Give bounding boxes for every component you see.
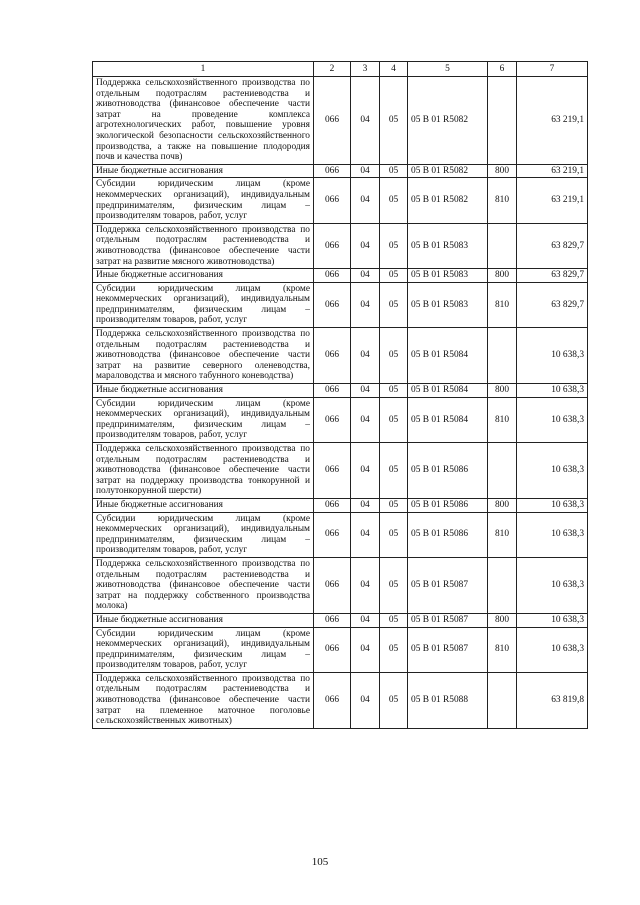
- row-rz-cell: 04: [351, 557, 380, 613]
- row-name-cell: Субсидии юридическим лицам (кроме некоммерческих организаций), индивидуальным предпринимателям, физическим лицам – производителям товаров, работ, услуг: [93, 512, 314, 557]
- row-ved-cell: 066: [314, 397, 351, 442]
- row-rz-cell: 04: [351, 178, 380, 223]
- row-ved-cell: 066: [314, 557, 351, 613]
- row-name-cell: Поддержка сельскохозяйственного производства по отдельным подотраслям растениеводства и животноводства (финансовое обеспечение части затрат на поддержку собственного производства молока): [93, 557, 314, 613]
- row-ved-cell: 066: [314, 672, 351, 728]
- table-body: [93, 77, 588, 729]
- header-col-1: 1: [93, 62, 314, 77]
- row-name-cell: Иные бюджетные ассигнования: [93, 384, 314, 398]
- row-csr-cell: 05 В 01 R5087: [408, 627, 488, 672]
- row-vr-cell: [488, 77, 517, 165]
- row-name-cell: Субсидии юридическим лицам (кроме некоммерческих организаций), индивидуальным предпринимателям, физическим лицам – производителям товаров, работ, услуг: [93, 282, 314, 327]
- row-name-cell: Субсидии юридическим лицам (кроме некоммерческих организаций), индивидуальным предпринимателям, физическим лицам – производителям товаров, работ, услуг: [93, 178, 314, 223]
- row-sum-cell: 63 219,1: [517, 178, 588, 223]
- table-row: [93, 269, 588, 283]
- row-rz-cell: 04: [351, 164, 380, 178]
- row-csr-cell: 05 В 01 R5084: [408, 397, 488, 442]
- row-vr-cell: 810: [488, 512, 517, 557]
- row-vr-cell: 810: [488, 282, 517, 327]
- row-pr-cell: 05: [380, 512, 408, 557]
- row-pr-cell: 05: [380, 397, 408, 442]
- row-ved-cell: 066: [314, 178, 351, 223]
- row-vr-cell: [488, 443, 517, 499]
- row-vr-cell: 800: [488, 498, 517, 512]
- row-ved-cell: 066: [314, 443, 351, 499]
- row-pr-cell: 05: [380, 613, 408, 627]
- row-vr-cell: 810: [488, 178, 517, 223]
- row-vr-cell: 810: [488, 627, 517, 672]
- row-csr-cell: 05 В 01 R5084: [408, 328, 488, 384]
- row-csr-cell: 05 В 01 R5086: [408, 512, 488, 557]
- row-ved-cell: 066: [314, 269, 351, 283]
- table-row: [93, 164, 588, 178]
- table-row: [93, 498, 588, 512]
- table-row: [93, 328, 588, 384]
- row-sum-cell: 10 638,3: [517, 627, 588, 672]
- row-csr-cell: 05 В 01 R5088: [408, 672, 488, 728]
- row-name-cell: Иные бюджетные ассигнования: [93, 498, 314, 512]
- row-rz-cell: 04: [351, 397, 380, 442]
- row-rz-cell: 04: [351, 627, 380, 672]
- row-pr-cell: 05: [380, 164, 408, 178]
- row-name-cell: Поддержка сельскохозяйственного производства по отдельным подотраслям растениеводства и животноводства (финансовое обеспечение части затрат на развитие мясного животноводства): [93, 223, 314, 268]
- row-vr-cell: 800: [488, 164, 517, 178]
- row-sum-cell: 63 829,7: [517, 223, 588, 268]
- row-vr-cell: 800: [488, 269, 517, 283]
- row-sum-cell: 63 819,8: [517, 672, 588, 728]
- row-pr-cell: 05: [380, 627, 408, 672]
- row-ved-cell: 066: [314, 282, 351, 327]
- row-name-cell: Поддержка сельскохозяйственного производства по отдельным подотраслям растениеводства и животноводства (финансовое обеспечение части затрат на племенное маточное поголовье сельскохозяйственных животных): [93, 672, 314, 728]
- row-pr-cell: 05: [380, 672, 408, 728]
- row-vr-cell: [488, 672, 517, 728]
- row-pr-cell: 05: [380, 443, 408, 499]
- row-rz-cell: 04: [351, 443, 380, 499]
- header-col-2: 2: [314, 62, 351, 77]
- row-rz-cell: 04: [351, 269, 380, 283]
- header-col-5: 5: [408, 62, 488, 77]
- row-pr-cell: 05: [380, 498, 408, 512]
- row-pr-cell: 05: [380, 223, 408, 268]
- table-header-row: [93, 62, 588, 77]
- row-sum-cell: 10 638,3: [517, 384, 588, 398]
- row-csr-cell: 05 В 01 R5086: [408, 498, 488, 512]
- row-name-cell: Поддержка сельскохозяйственного производства по отдельным подотраслям растениеводства и животноводства (финансовое обеспечение части затрат на поддержку производства тонкорунной и полутонкорунной шерсти): [93, 443, 314, 499]
- row-csr-cell: 05 В 01 R5087: [408, 613, 488, 627]
- page-number: 105: [311, 856, 329, 868]
- row-rz-cell: 04: [351, 613, 380, 627]
- row-name-cell: Поддержка сельскохозяйственного производства по отдельным подотраслям растениеводства и животноводства (финансовое обеспечение части затрат на развитие северного оленеводства, мараловодства и мясного табунного коневодства): [93, 328, 314, 384]
- row-vr-cell: 800: [488, 384, 517, 398]
- row-sum-cell: 63 219,1: [517, 77, 588, 165]
- table-row: [93, 627, 588, 672]
- row-pr-cell: 05: [380, 557, 408, 613]
- row-name-cell: Субсидии юридическим лицам (кроме некоммерческих организаций), индивидуальным предпринимателям, физическим лицам – производителям товаров, работ, услуг: [93, 397, 314, 442]
- row-name-cell: Иные бюджетные ассигнования: [93, 613, 314, 627]
- table-row: [93, 613, 588, 627]
- row-sum-cell: 63 829,7: [517, 282, 588, 327]
- row-sum-cell: 63 829,7: [517, 269, 588, 283]
- row-csr-cell: 05 В 01 R5086: [408, 443, 488, 499]
- row-sum-cell: 10 638,3: [517, 512, 588, 557]
- row-sum-cell: 10 638,3: [517, 613, 588, 627]
- row-rz-cell: 04: [351, 223, 380, 268]
- table-row: [93, 443, 588, 499]
- row-vr-cell: [488, 328, 517, 384]
- row-name-cell: Иные бюджетные ассигнования: [93, 164, 314, 178]
- row-rz-cell: 04: [351, 672, 380, 728]
- budget-table: [92, 61, 588, 729]
- row-pr-cell: 05: [380, 282, 408, 327]
- row-vr-cell: 800: [488, 613, 517, 627]
- row-csr-cell: 05 В 01 R5083: [408, 223, 488, 268]
- row-name-cell: Поддержка сельскохозяйственного производства по отдельным подотраслям растениеводства и животноводства (финансовое обеспечение части затрат на проведение комплекса агротехнологических работ, повышение уровня экологической безопасности сельскохозяйственного производства, а также на повышение плодородия почв и качества почв): [93, 77, 314, 165]
- row-ved-cell: 066: [314, 512, 351, 557]
- table-row: [93, 384, 588, 398]
- row-pr-cell: 05: [380, 269, 408, 283]
- table-row: [93, 557, 588, 613]
- row-name-cell: Иные бюджетные ассигнования: [93, 269, 314, 283]
- row-sum-cell: 63 219,1: [517, 164, 588, 178]
- row-csr-cell: 05 В 01 R5082: [408, 178, 488, 223]
- row-rz-cell: 04: [351, 498, 380, 512]
- table-row: [93, 282, 588, 327]
- row-ved-cell: 066: [314, 498, 351, 512]
- row-sum-cell: 10 638,3: [517, 443, 588, 499]
- row-rz-cell: 04: [351, 77, 380, 165]
- row-csr-cell: 05 В 01 R5082: [408, 164, 488, 178]
- row-ved-cell: 066: [314, 77, 351, 165]
- row-rz-cell: 04: [351, 328, 380, 384]
- row-vr-cell: [488, 557, 517, 613]
- row-ved-cell: 066: [314, 223, 351, 268]
- row-rz-cell: 04: [351, 384, 380, 398]
- row-csr-cell: 05 В 01 R5083: [408, 269, 488, 283]
- row-vr-cell: [488, 223, 517, 268]
- row-ved-cell: 066: [314, 627, 351, 672]
- header-col-6: 6: [488, 62, 517, 77]
- header-col-7: 7: [517, 62, 588, 77]
- row-csr-cell: 05 В 01 R5083: [408, 282, 488, 327]
- row-rz-cell: 04: [351, 512, 380, 557]
- table-row: [93, 223, 588, 268]
- row-sum-cell: 10 638,3: [517, 498, 588, 512]
- row-ved-cell: 066: [314, 164, 351, 178]
- row-pr-cell: 05: [380, 178, 408, 223]
- row-ved-cell: 066: [314, 384, 351, 398]
- row-pr-cell: 05: [380, 384, 408, 398]
- header-col-4: 4: [380, 62, 408, 77]
- row-csr-cell: 05 В 01 R5087: [408, 557, 488, 613]
- row-rz-cell: 04: [351, 282, 380, 327]
- row-sum-cell: 10 638,3: [517, 557, 588, 613]
- table-row: [93, 672, 588, 728]
- table-row: [93, 77, 588, 165]
- row-ved-cell: 066: [314, 328, 351, 384]
- row-sum-cell: 10 638,3: [517, 328, 588, 384]
- row-csr-cell: 05 В 01 R5082: [408, 77, 488, 165]
- row-csr-cell: 05 В 01 R5084: [408, 384, 488, 398]
- table-row: [93, 178, 588, 223]
- row-ved-cell: 066: [314, 613, 351, 627]
- header-col-3: 3: [351, 62, 380, 77]
- row-name-cell: Субсидии юридическим лицам (кроме некоммерческих организаций), индивидуальным предпринимателям, физическим лицам – производителям товаров, работ, услуг: [93, 627, 314, 672]
- row-sum-cell: 10 638,3: [517, 397, 588, 442]
- row-pr-cell: 05: [380, 328, 408, 384]
- row-vr-cell: 810: [488, 397, 517, 442]
- row-pr-cell: 05: [380, 77, 408, 165]
- table-row: [93, 397, 588, 442]
- table-row: [93, 512, 588, 557]
